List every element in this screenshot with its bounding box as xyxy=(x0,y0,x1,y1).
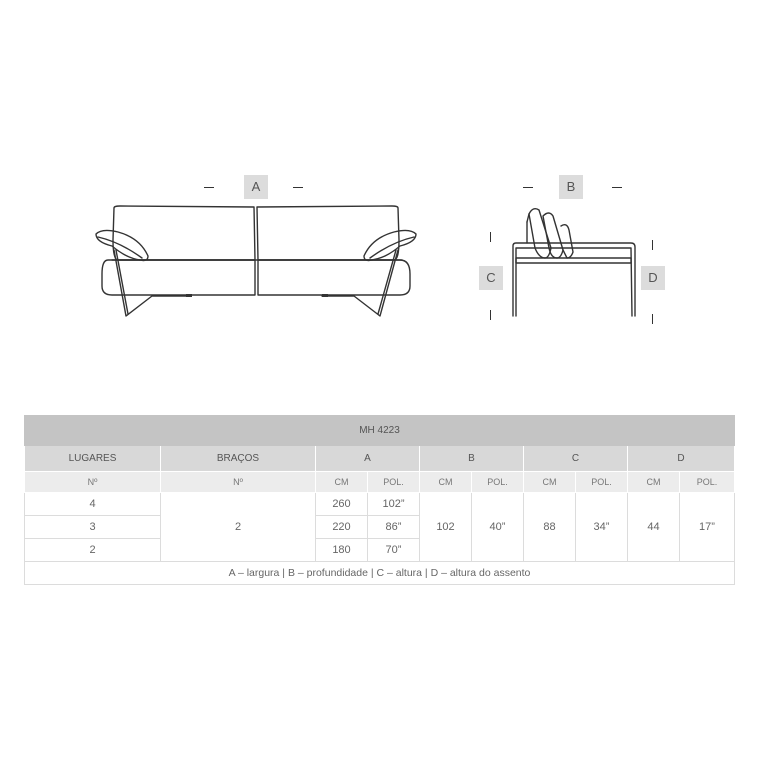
dimension-tick xyxy=(652,240,653,250)
subheader-cm: CM xyxy=(316,472,368,493)
subheader-pol: POL. xyxy=(472,472,524,493)
table-note-row xyxy=(25,562,735,585)
dimension-tick xyxy=(490,310,491,320)
subheader-cm: CM xyxy=(420,472,472,493)
subheader-cm: CM xyxy=(628,472,680,493)
table-legend-note: A – largura | B – profundidade | C – altura | D – altura do assento xyxy=(25,562,735,585)
dimension-line xyxy=(204,187,214,188)
header-bracos: BRAÇOS xyxy=(161,446,316,472)
table-row xyxy=(25,493,735,516)
dimension-tick xyxy=(490,232,491,242)
sofa-side-view xyxy=(505,200,645,325)
subheader-pol: POL. xyxy=(576,472,628,493)
cell-a-pol: 102” xyxy=(368,493,420,516)
subheader-cm: CM xyxy=(524,472,576,493)
spec-table xyxy=(24,415,735,585)
header-a: A xyxy=(316,446,420,472)
subheader-number: Nº xyxy=(161,472,316,493)
cell-a-cm: 260 xyxy=(316,493,368,516)
cell-d-cm: 44 xyxy=(628,493,680,562)
table-title: MH 4223 xyxy=(25,416,735,446)
dimension-label-d: D xyxy=(641,266,665,290)
table-header-row xyxy=(25,446,735,472)
dimension-label-b: B xyxy=(559,175,583,199)
header-lugares: LUGARES xyxy=(25,446,161,472)
dimension-line xyxy=(523,187,533,188)
cell-lugares: 3 xyxy=(25,516,161,539)
subheader-pol: POL. xyxy=(680,472,735,493)
dimension-label-a: A xyxy=(244,175,268,199)
sofa-front-view xyxy=(90,200,430,325)
dimension-line xyxy=(293,187,303,188)
cell-a-pol: 70” xyxy=(368,539,420,562)
cell-lugares: 4 xyxy=(25,493,161,516)
subheader-pol: POL. xyxy=(368,472,420,493)
dimension-label-c: C xyxy=(479,266,503,290)
subheader-number: Nº xyxy=(25,472,161,493)
dimension-tick xyxy=(652,314,653,324)
cell-a-cm: 180 xyxy=(316,539,368,562)
header-d: D xyxy=(628,446,735,472)
cell-b-cm: 102 xyxy=(420,493,472,562)
cell-a-cm: 220 xyxy=(316,516,368,539)
cell-a-pol: 86” xyxy=(368,516,420,539)
cell-bracos: 2 xyxy=(161,493,316,562)
cell-c-pol: 34” xyxy=(576,493,628,562)
cell-lugares: 2 xyxy=(25,539,161,562)
cell-d-pol: 17” xyxy=(680,493,735,562)
header-b: B xyxy=(420,446,524,472)
table-subheader-row xyxy=(25,472,735,493)
dimension-line xyxy=(612,187,622,188)
cell-c-cm: 88 xyxy=(524,493,576,562)
header-c: C xyxy=(524,446,628,472)
cell-b-pol: 40” xyxy=(472,493,524,562)
table-title-row xyxy=(25,416,735,446)
